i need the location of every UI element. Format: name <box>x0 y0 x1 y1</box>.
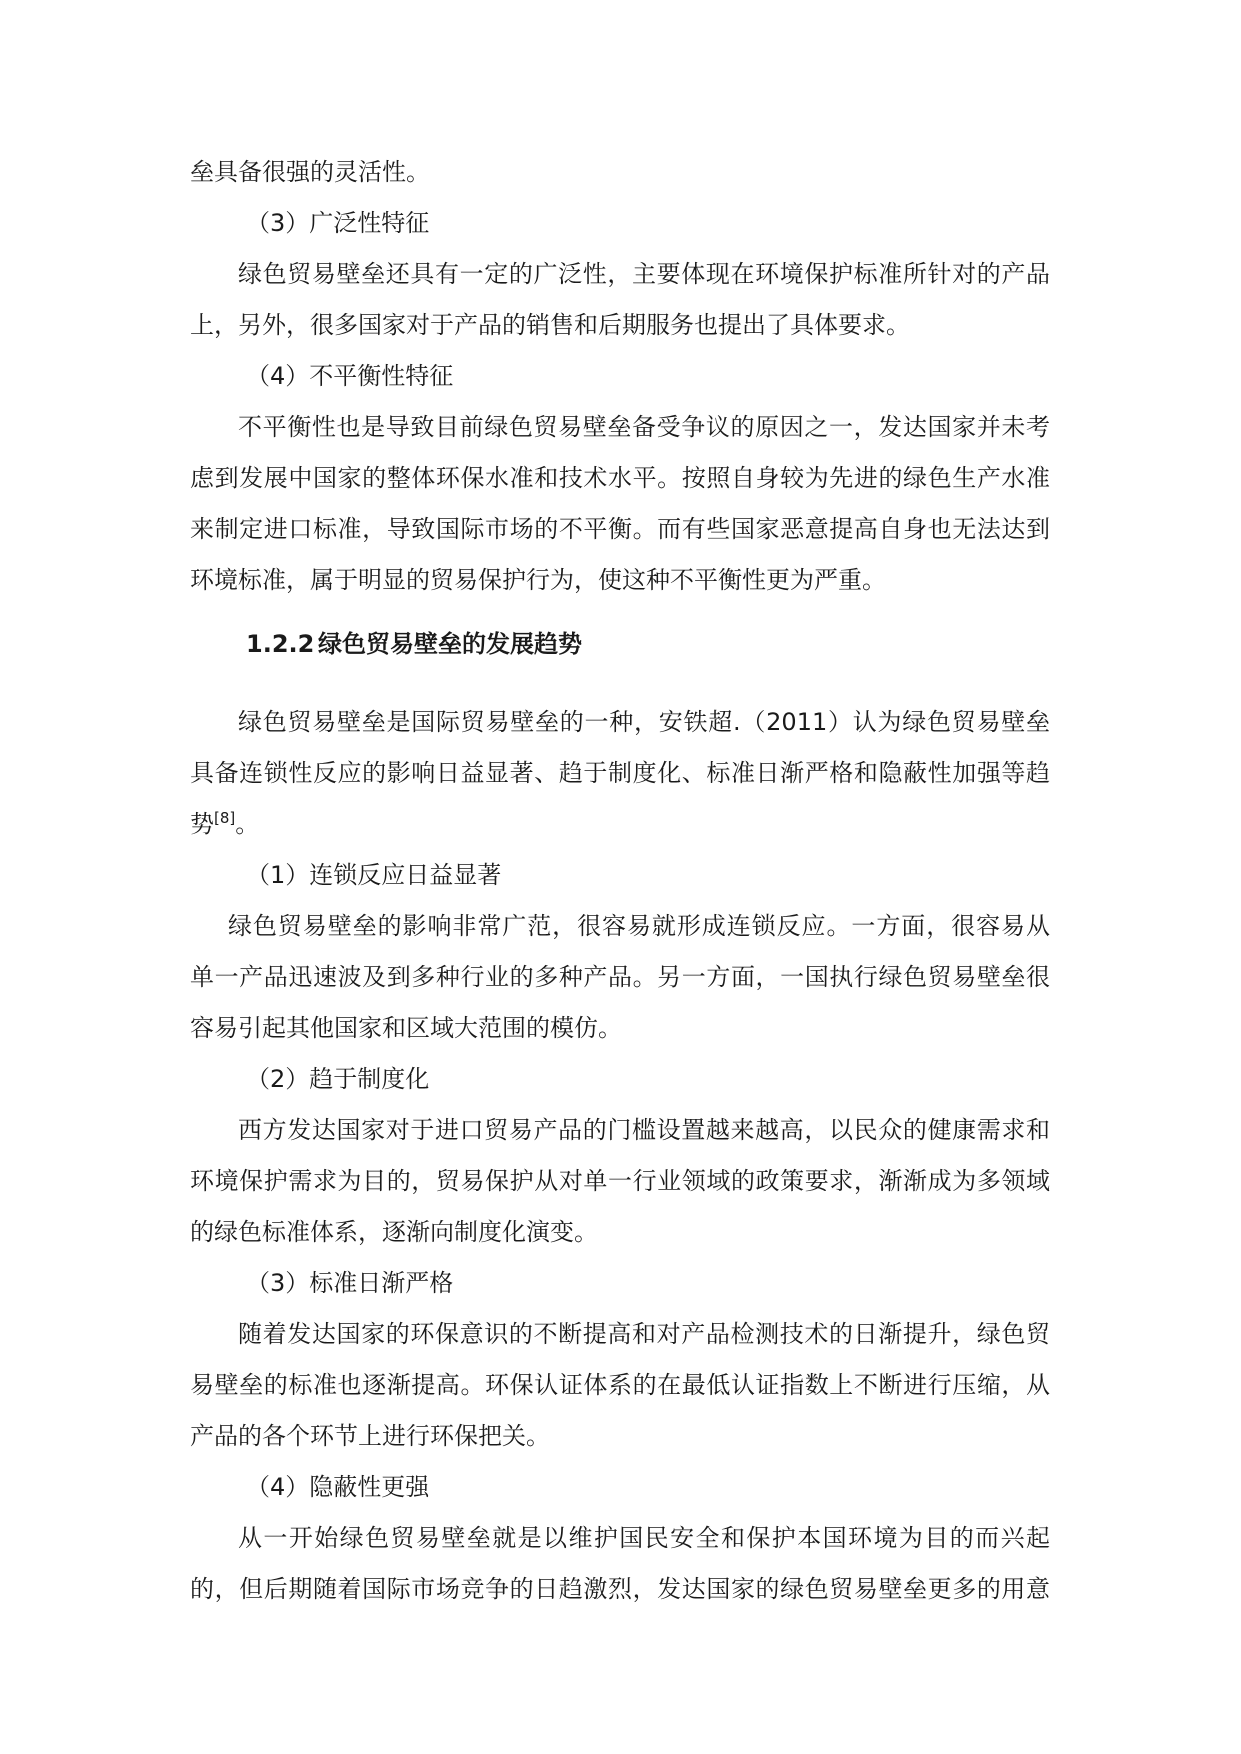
paragraph-line: 不平衡性也是导致目前绿色贸易壁垒备受争议的原因之一，发达国家并未考 <box>238 413 1050 441</box>
paragraph-line: 垒具备很强的灵活性。 <box>190 158 430 186</box>
paragraph-line: 来制定进口标准，导致国际市场的不平衡。而有些国家恶意提高自身也无法达到 <box>190 515 1050 543</box>
section-heading <box>246 627 582 661</box>
section-title: 绿色贸易壁垒的发展趋势 <box>318 630 582 658</box>
paragraph-line: 容易引起其他国家和区域大范围的模仿。 <box>190 1014 622 1042</box>
subheading-institutionalization: （2）趋于制度化 <box>246 1065 430 1093</box>
paragraph-line: 虑到发展中国家的整体环保水准和技术水平。按照自身较为先进的绿色生产水准 <box>190 464 1050 492</box>
paragraph-line: 环境标准，属于明显的贸易保护行为，使这种不平衡性更为严重。 <box>190 566 886 594</box>
subheading-chain-reaction: （1）连锁反应日益显著 <box>246 861 502 889</box>
paragraph-line: 绿色贸易壁垒还具有一定的广泛性，主要体现在环境保护标准所针对的产品 <box>238 260 1050 288</box>
paragraph-text: 。 <box>235 810 260 838</box>
citation-reference: [8] <box>214 809 236 827</box>
paragraph-line: 环境保护需求为目的，贸易保护从对单一行业领域的政策要求，渐渐成为多领域 <box>190 1167 1050 1195</box>
paragraph-line: 的绿色标准体系，逐渐向制度化演变。 <box>190 1218 598 1246</box>
section-number: 1.2.2 <box>246 630 315 658</box>
subheading-breadth: （3）广泛性特征 <box>246 209 430 237</box>
paragraph-line: 绿色贸易壁垒是国际贸易壁垒的一种，安铁超.（2011）认为绿色贸易壁垒 <box>238 708 1050 736</box>
paragraph-line: 绿色贸易壁垒的影响非常广范，很容易就形成连锁反应。一方面，很容易从 <box>228 912 1050 940</box>
subheading-imbalance: （4）不平衡性特征 <box>246 362 454 390</box>
paragraph-text: 势 <box>190 810 214 838</box>
paragraph-line: 易壁垒的标准也逐渐提高。环保认证体系的在最低认证指数上不断进行压缩，从 <box>190 1371 1050 1399</box>
paragraph-line: 单一产品迅速波及到多种行业的多种产品。另一方面，一国执行绿色贸易壁垒很 <box>190 963 1050 991</box>
paragraph-line: 的，但后期随着国际市场竞争的日趋激烈，发达国家的绿色贸易壁垒更多的用意 <box>190 1575 1050 1603</box>
subheading-stricter-standards: （3）标准日渐严格 <box>246 1269 454 1297</box>
paragraph-line: 西方发达国家对于进口贸易产品的门槛设置越来越高，以民众的健康需求和 <box>238 1116 1050 1144</box>
paragraph-line: 随着发达国家的环保意识的不断提高和对产品检测技术的日渐提升，绿色贸 <box>238 1320 1050 1348</box>
paragraph-line: 产品的各个环节上进行环保把关。 <box>190 1422 550 1450</box>
subheading-concealment: （4）隐蔽性更强 <box>246 1473 430 1501</box>
paragraph-line: 从一开始绿色贸易壁垒就是以维护国民安全和保护本国环境为目的而兴起 <box>238 1524 1050 1552</box>
paragraph-line: 上，另外，很多国家对于产品的销售和后期服务也提出了具体要求。 <box>190 311 910 339</box>
paragraph-line <box>190 807 1050 841</box>
paragraph-line: 具备连锁性反应的影响日益显著、趋于制度化、标准日渐严格和隐蔽性加强等趋 <box>190 759 1050 787</box>
